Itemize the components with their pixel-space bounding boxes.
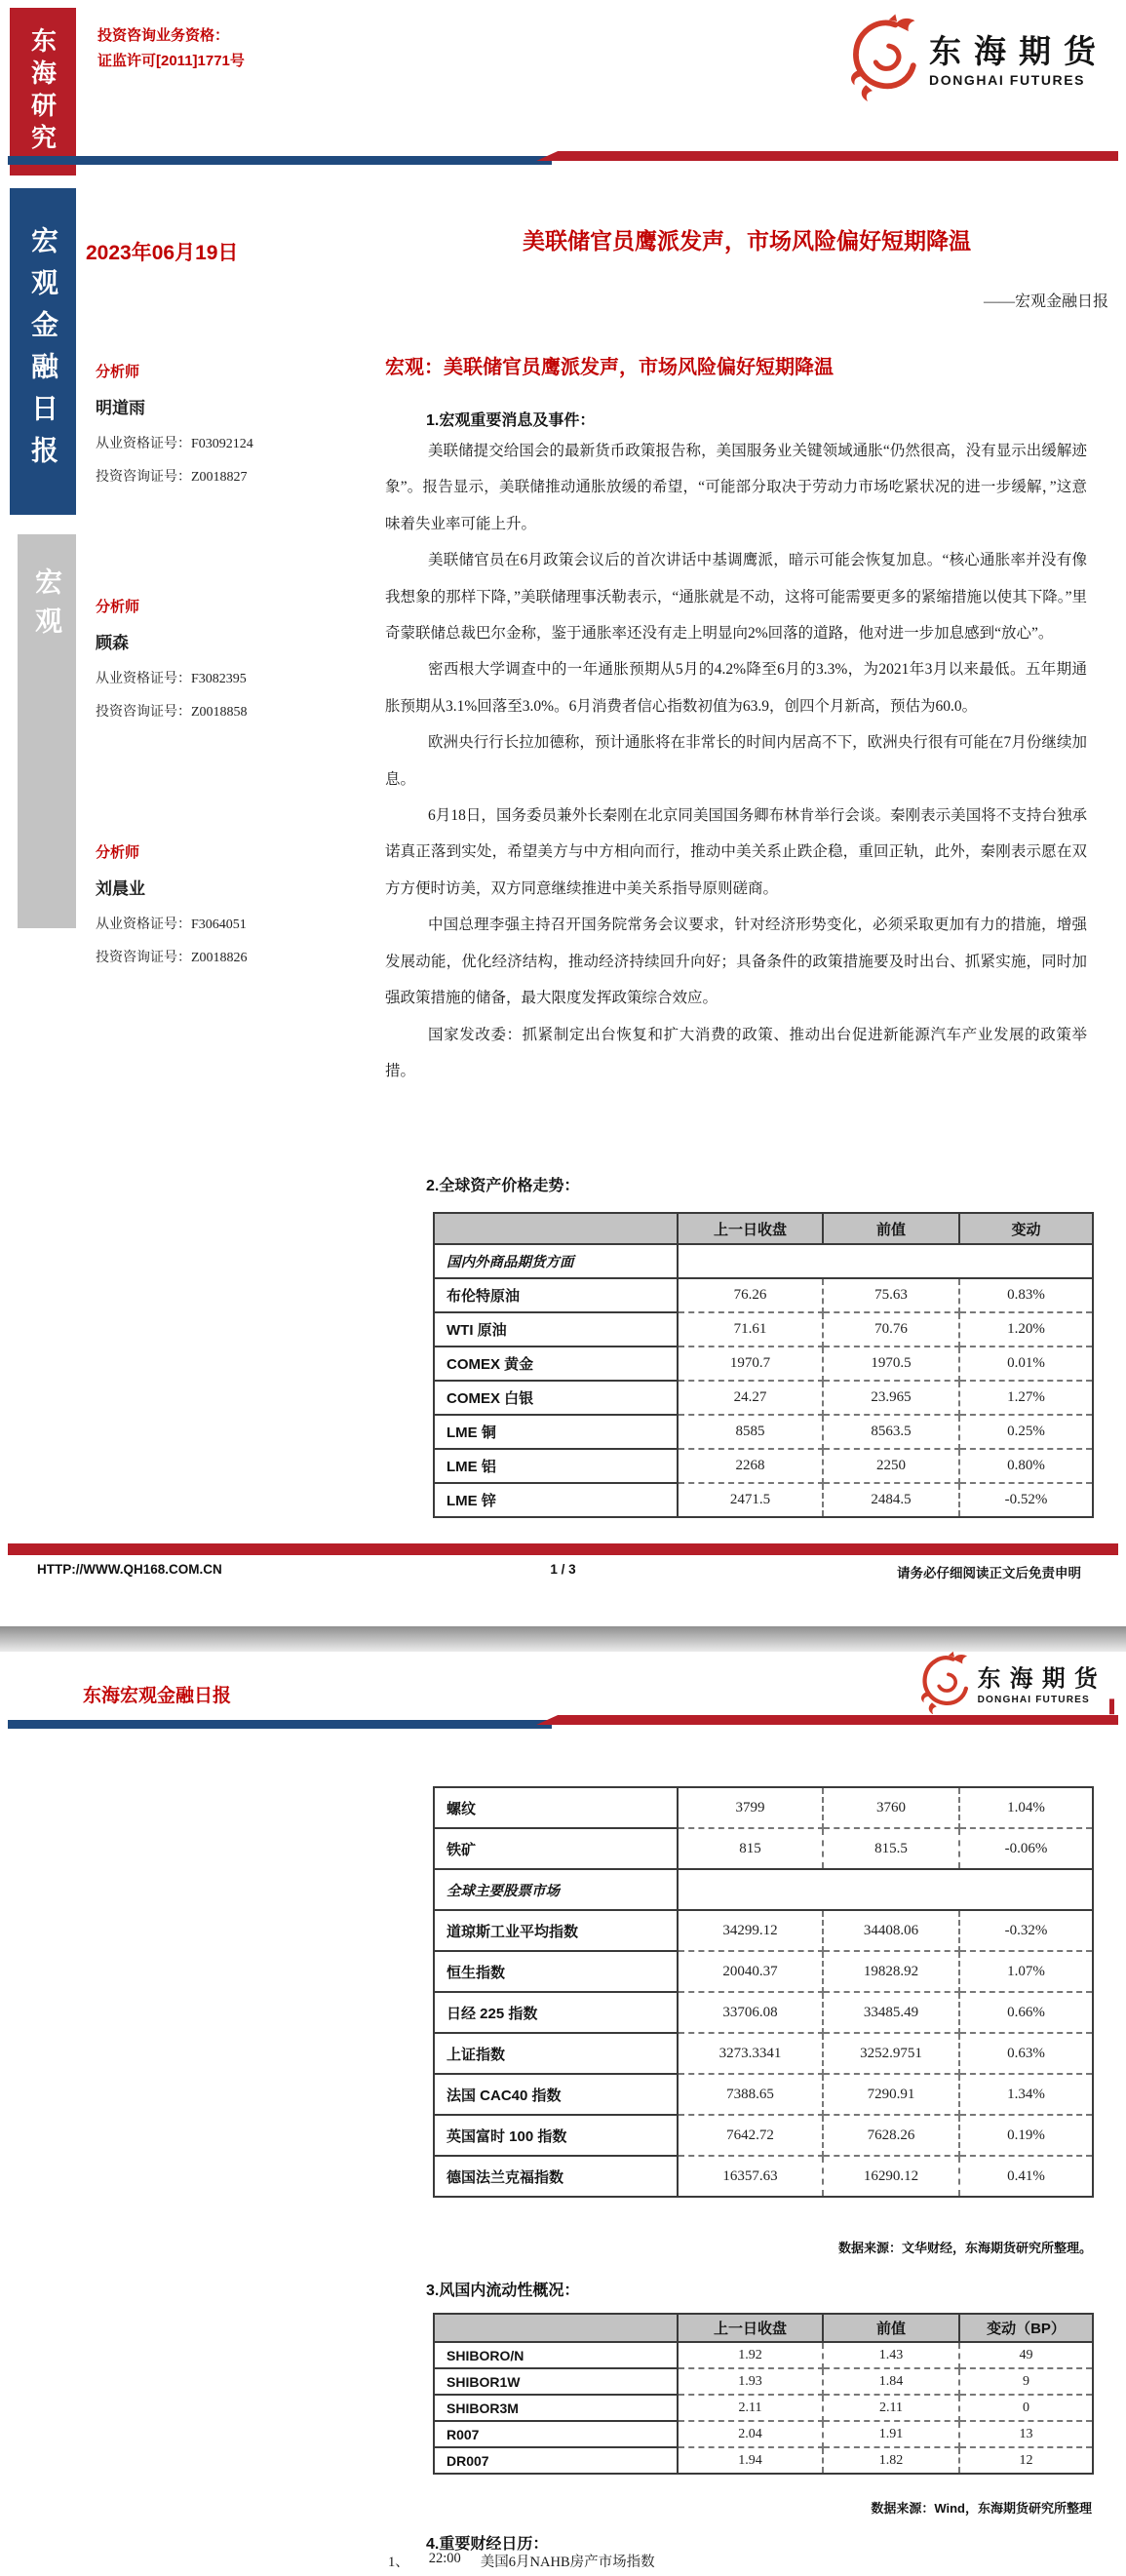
page2-header-title: 东海宏观金融日报	[83, 1686, 232, 1706]
data-source-note-2: 数据来源：Wind，东海期货研究所整理	[871, 2501, 1092, 2516]
row-label: LME 铜	[434, 1415, 678, 1449]
row-label: 德国法兰克福指数	[434, 2156, 678, 2197]
sidebar-report-name-box: 宏观金融日报	[10, 188, 76, 515]
table-cell: 1.27%	[959, 1381, 1093, 1415]
table-cell: 815.5	[823, 1828, 959, 1869]
subsection-4-heading: 4.重要财经日历：	[426, 2536, 549, 2553]
table-cell: 0.01%	[959, 1347, 1093, 1381]
analyst-license: 从业资格证号：F3064051	[96, 917, 247, 932]
footer-red-bar	[8, 1543, 1118, 1555]
table-cell: 2.04	[678, 2421, 823, 2447]
logo-english-name: DONGHAI FUTURES	[977, 1693, 1090, 1704]
table-header-row	[434, 1213, 1093, 1244]
analyst-name: 明道雨	[96, 399, 145, 417]
sidebar-category-box: 宏观	[18, 534, 76, 928]
qualification-line2: 证监许可[2011]1771号	[97, 53, 245, 69]
liquidity-table	[433, 2313, 1094, 2475]
table-cell: 7642.72	[678, 2115, 823, 2156]
column-header: 变动	[959, 1213, 1093, 1244]
table-cell: 19828.92	[823, 1951, 959, 1992]
logo-text	[978, 1659, 1107, 1703]
body-paragraph: 中国总理李强主持召开国务院常务会议要求，针对经济形势变化，必须采取更加有力的措施，增强发展动能，优化经济结构，推动经济持续回升向好；具备条件的政策措施要及时出台、抓紧实施，同时加强政策措施的储备，最大限度发挥政策综合效应。	[385, 917, 1087, 1007]
table-row	[434, 1787, 1093, 1828]
table-cell: 2250	[823, 1449, 959, 1483]
column-header: 上一日收盘	[678, 2314, 823, 2342]
table-row	[434, 1483, 1093, 1517]
table-row	[434, 1312, 1093, 1347]
divider-blue-bar	[8, 156, 552, 165]
table-cell: 1.82	[823, 2447, 959, 2474]
qualification-text	[97, 23, 245, 74]
column-header: 前值	[823, 1213, 959, 1244]
report-date: 2023年06月19日	[86, 242, 239, 264]
macro-section-heading: 宏观：美联储官员鹰派发声，市场风险偏好短期降温	[385, 357, 834, 378]
table-cell: 71.61	[678, 1312, 823, 1347]
column-header: 前值	[823, 2314, 959, 2342]
analyst-advisory: 投资咨询证号：Z0018858	[96, 705, 248, 720]
row-label: 铁矿	[434, 1828, 678, 1869]
table-cell: 34299.12	[678, 1910, 823, 1951]
header-divider	[8, 148, 1118, 168]
page-separator	[0, 1626, 1126, 1652]
analyst-block-2	[96, 596, 359, 734]
row-label: LME 锌	[434, 1483, 678, 1517]
column-header	[434, 1213, 678, 1244]
table-cell: 7290.91	[823, 2074, 959, 2115]
table-cell: 0.63%	[959, 2033, 1093, 2074]
body-paragraph: 6月18日，国务委员兼外长秦刚在北京同美国国务卿布林肯举行会谈。秦刚表示美国将不支持台独承诺真正落到实处，希望美方与中方相向而行，推动中美关系止跌企稳，重回正轨，此外，秦刚表示愿在双方方便时访美，双方同意继续推进中美关系指导原则磋商。	[385, 807, 1087, 897]
row-label: COMEX 白银	[434, 1381, 678, 1415]
table-cell: 3760	[823, 1787, 959, 1828]
qualification-line1: 投资咨询业务资格：	[97, 27, 230, 44]
analyst-block-3	[96, 841, 359, 980]
table-cell: 1.04%	[959, 1787, 1093, 1828]
table-cell: 0.41%	[959, 2156, 1093, 2197]
table-group-label: 全球主要股票市场	[434, 1869, 678, 1910]
table-cell: 3273.3341	[678, 2033, 823, 2074]
table-cell: 8585	[678, 1415, 823, 1449]
table-cell: 2471.5	[678, 1483, 823, 1517]
analyst-role: 分析师	[96, 364, 140, 380]
row-label: SHIBORO/N	[434, 2342, 678, 2368]
table-cell: 1.94	[678, 2447, 823, 2474]
row-label: WTI 原油	[434, 1312, 678, 1347]
report-title: 美联储官员鹰派发声，市场风险偏好短期降温	[523, 228, 971, 254]
table-cell: 1.91	[823, 2421, 959, 2447]
table-cell: 9	[959, 2368, 1093, 2395]
row-label: SHIBOR3M	[434, 2395, 678, 2421]
row-label: 布伦特原油	[434, 1278, 678, 1312]
table-cell: 75.63	[823, 1278, 959, 1312]
row-label: 道琼斯工业平均指数	[434, 1910, 678, 1951]
table-cell: 1.43	[823, 2342, 959, 2368]
calendar-item-event: 美国6月NAHB房产市场指数	[480, 2555, 655, 2570]
table-cell: 0.83%	[959, 1278, 1093, 1312]
page2-header-divider	[8, 1712, 1118, 1732]
donghai-logo	[841, 12, 1108, 101]
table-cell: 33485.49	[823, 1992, 959, 2033]
table-row	[434, 2395, 1093, 2421]
analyst-license: 从业资格证号：F03092124	[96, 437, 253, 451]
table-row	[434, 2368, 1093, 2395]
table-row	[434, 1244, 1093, 1278]
data-source-note-1: 数据来源：文华财经，东海期货研究所整理。	[837, 2241, 1092, 2255]
table-cell: 8563.5	[823, 1415, 959, 1449]
table-row	[434, 2342, 1093, 2368]
row-label: DR007	[434, 2447, 678, 2474]
column-header: 变动（BP）	[959, 2314, 1093, 2342]
report-byline: ——宏观金融日报	[983, 293, 1108, 310]
table-cell: 3252.9751	[823, 2033, 959, 2074]
subsection-1-heading: 1.宏观重要消息及事件：	[426, 412, 596, 429]
table-cell: 13	[959, 2421, 1093, 2447]
table-cell: 23.965	[823, 1381, 959, 1415]
table-row	[434, 1869, 1093, 1910]
table-row	[434, 1828, 1093, 1869]
table-row	[434, 1278, 1093, 1312]
row-label: SHIBOR1W	[434, 2368, 678, 2395]
table-row	[434, 1910, 1093, 1951]
table-cell: 1.34%	[959, 2074, 1093, 2115]
analyst-role: 分析师	[96, 844, 140, 861]
column-header	[434, 2314, 678, 2342]
analyst-block-1	[96, 361, 359, 499]
table-row	[434, 2447, 1093, 2474]
table-row	[434, 1992, 1093, 2033]
analyst-name: 刘晨业	[96, 879, 145, 898]
table-cell: 815	[678, 1828, 823, 1869]
table-row	[434, 2074, 1093, 2115]
row-label: 英国富时 100 指数	[434, 2115, 678, 2156]
row-label: 法国 CAC40 指数	[434, 2074, 678, 2115]
column-header: 上一日收盘	[678, 1213, 823, 1244]
table-row	[434, 1449, 1093, 1483]
divider-red-bar	[536, 151, 1118, 161]
row-label: COMEX 黄金	[434, 1347, 678, 1381]
table-cell: 12	[959, 2447, 1093, 2474]
calendar-item-time: 22:00	[428, 2551, 461, 2566]
table-cell: 0	[959, 2395, 1093, 2421]
table-cell: 1.84	[823, 2368, 959, 2395]
asset-price-table-page1	[433, 1212, 1094, 1518]
table-cell: 0.25%	[959, 1415, 1093, 1449]
row-label: 恒生指数	[434, 1951, 678, 1992]
table-cell: 76.26	[678, 1278, 823, 1312]
logo-english-name: DONGHAI FUTURES	[929, 71, 1086, 88]
analyst-advisory: 投资咨询证号：Z0018826	[96, 951, 248, 965]
row-label: 上证指数	[434, 2033, 678, 2074]
table-row	[434, 2115, 1093, 2156]
divider-blue-bar	[8, 1720, 552, 1729]
table-row	[434, 2033, 1093, 2074]
table-cell: 33706.08	[678, 1992, 823, 2033]
table-cell: 7628.26	[823, 2115, 959, 2156]
logo-chinese-name: 东海期货	[929, 34, 1108, 70]
divider-red-bar	[536, 1715, 1118, 1725]
table-group-label: 国内外商品期货方面	[434, 1244, 678, 1278]
table-row	[434, 1415, 1093, 1449]
table-cell: 1.93	[678, 2368, 823, 2395]
donghai-logo-page2	[914, 1650, 1114, 1714]
table-cell: 1970.5	[823, 1347, 959, 1381]
dragon-logo-icon	[841, 12, 923, 101]
table-row	[434, 2421, 1093, 2447]
body-paragraph: 欧洲央行行长拉加德称，预计通胀将在非常长的时间内居高不下，欧洲央行很有可能在7月份继续加息。	[385, 734, 1087, 788]
table-cell: 24.27	[678, 1381, 823, 1415]
footer-page-number: 1 / 3	[550, 1562, 576, 1577]
table-cell: -0.52%	[959, 1483, 1093, 1517]
body-paragraph: 密西根大学调查中的一年通胀预期从5月的4.2%降至6月的3.3%，为2021年3月以来最低。五年期通胀预期从3.1%回落至3.0%。6月消费者信心指数初值为63.9，创四个月新高，预估为60.0。	[385, 661, 1087, 715]
table-cell: 2268	[678, 1449, 823, 1483]
logo-text	[929, 26, 1108, 88]
logo-chinese-name: 东海期货	[977, 1665, 1107, 1692]
body-paragraph: 国家发改委：抓紧制定出台恢复和扩大消费的政策、推动出台促进新能源汽车产业发展的政策举措。	[385, 1026, 1087, 1079]
table-cell: 1.07%	[959, 1951, 1093, 1992]
table-row	[434, 2156, 1093, 2197]
table-cell: 2484.5	[823, 1483, 959, 1517]
table-row	[434, 1381, 1093, 1415]
table-cell: 49	[959, 2342, 1093, 2368]
calendar-item	[388, 2551, 655, 2571]
calendar-item-number: 1、	[388, 2555, 409, 2570]
analyst-role: 分析师	[96, 599, 140, 615]
body-paragraph: 美联储提交给国会的最新货币政策报告称，美国服务业关键领域通胀“仍然很高，没有显示出缓解迹象”。报告显示，美联储推动通胀放缓的希望，“可能部分取决于劳动力市场吃紧状况的进一步缓解，”这意味着失业率可能上升。	[385, 443, 1087, 532]
table-cell: 16290.12	[823, 2156, 959, 2197]
table-cell: 1.20%	[959, 1312, 1093, 1347]
subsection-2-heading: 2.全球资产价格走势：	[426, 1178, 580, 1194]
table-cell: -0.32%	[959, 1910, 1093, 1951]
table-cell: 1.92	[678, 2342, 823, 2368]
table-group-spacer	[678, 1869, 1093, 1910]
table-header-row	[434, 2314, 1093, 2342]
footer-disclaimer: 请务必仔细阅读正文后免责申明	[897, 1566, 1081, 1581]
asset-price-table-page2	[433, 1786, 1094, 2198]
table-cell: 1970.7	[678, 1347, 823, 1381]
footer-website-link[interactable]: HTTP://WWW.QH168.COM.CN	[37, 1562, 222, 1577]
body-paragraph: 美联储官员在6月政策会议后的首次讲话中基调鹰派，暗示可能会恢复加息。“核心通胀率并没有像我想象的那样下降，”美联储理事沃勒表示，“通胀就是不动，这将可能需要更多的紧缩措施以使其下降。”里奇蒙联储总裁巴尔金称，鉴于通胀率还没有走上明显向2%回落的道路，他对进一步加息感到“放心”。	[385, 552, 1087, 643]
table-cell: 7388.65	[678, 2074, 823, 2115]
table-cell: 2.11	[823, 2395, 959, 2421]
table-cell: 3799	[678, 1787, 823, 1828]
table-cell: 0.66%	[959, 1992, 1093, 2033]
table-row	[434, 1951, 1093, 1992]
table-group-spacer	[678, 1244, 1093, 1278]
table-cell: -0.06%	[959, 1828, 1093, 1869]
table-cell: 70.76	[823, 1312, 959, 1347]
row-label: 日经 225 指数	[434, 1992, 678, 2033]
dragon-logo-icon	[914, 1650, 973, 1714]
subsection-3-heading: 3.风国内流动性概况：	[426, 2283, 580, 2299]
table-cell: 0.19%	[959, 2115, 1093, 2156]
analyst-license: 从业资格证号：F3082395	[96, 672, 247, 686]
table-cell: 16357.63	[678, 2156, 823, 2197]
row-label: LME 铝	[434, 1449, 678, 1483]
research-brand-box: 东海研究	[10, 8, 76, 176]
table-cell: 2.11	[678, 2395, 823, 2421]
footer	[8, 1562, 1118, 1583]
analyst-advisory: 投资咨询证号：Z0018827	[96, 470, 248, 485]
macro-paragraphs	[385, 433, 1087, 1089]
row-label: 螺纹	[434, 1787, 678, 1828]
table-row	[434, 1347, 1093, 1381]
table-cell: 20040.37	[678, 1951, 823, 1992]
analyst-name: 顾森	[96, 634, 129, 652]
table-cell: 0.80%	[959, 1449, 1093, 1483]
row-label: R007	[434, 2421, 678, 2447]
table-cell: 34408.06	[823, 1910, 959, 1951]
